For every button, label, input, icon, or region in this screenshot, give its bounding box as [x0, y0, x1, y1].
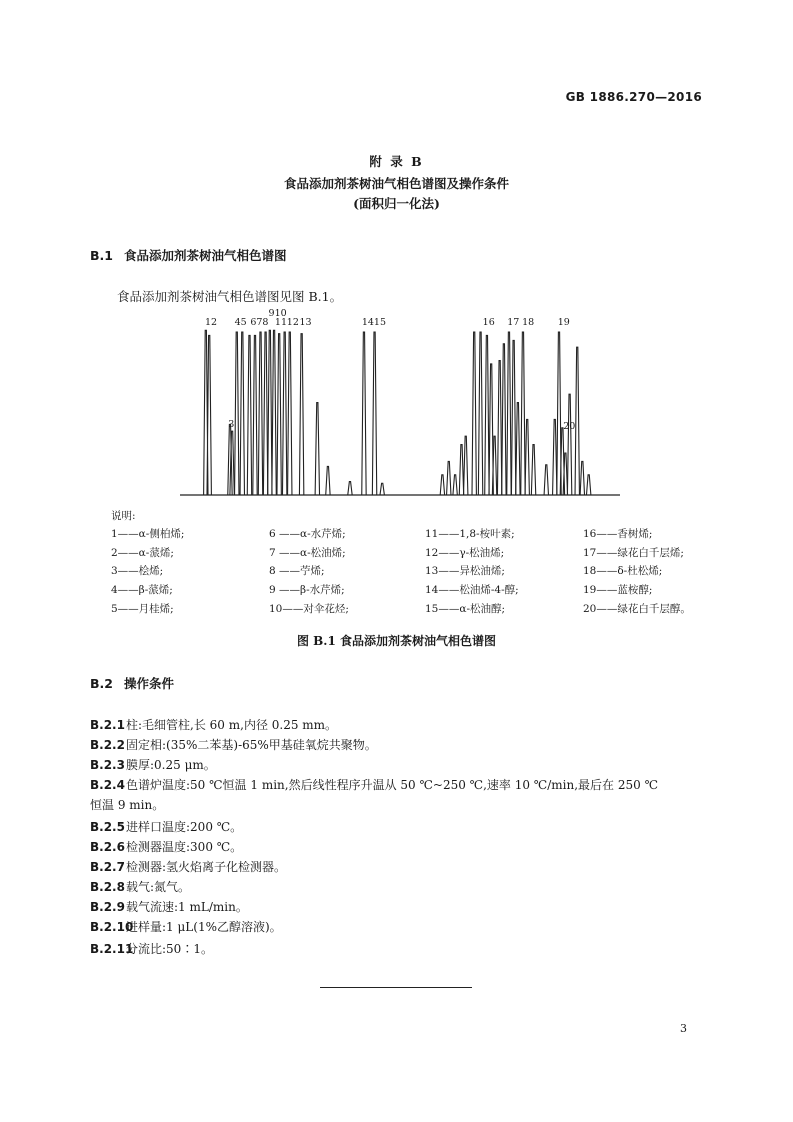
peak-label: 1415: [361, 317, 387, 328]
condition-text: 柱:毛细管柱,长 60 m,内径 0.25 mm。: [126, 718, 338, 732]
chromatogram-chart: [180, 305, 620, 500]
chromatogram-peak: [315, 403, 319, 495]
chromatogram-peak: [567, 394, 571, 495]
chromatogram-peak: [497, 361, 501, 495]
chromatogram-peak: [580, 461, 584, 495]
condition-item: [90, 776, 658, 793]
chromatogram-peak: [586, 475, 590, 495]
legend-item: 15——α-松油醇;: [425, 602, 506, 615]
condition-number: B.2.1: [90, 718, 125, 732]
condition-item: [90, 898, 248, 915]
condition-item: [90, 736, 377, 753]
condition-number: B.2.10: [90, 920, 134, 934]
chromatogram-peak: [326, 466, 330, 495]
condition-number: B.2.4: [90, 778, 125, 792]
peak-label: 678: [250, 317, 269, 328]
chromatogram-peak: [502, 344, 506, 495]
legend-item: 11——1,8-桉叶素;: [425, 528, 515, 540]
condition-number: B.2.11: [90, 942, 134, 956]
peak-label: 910: [268, 308, 287, 319]
chromatogram-peak: [553, 419, 557, 495]
legend-item: 10——对伞花烃;: [269, 602, 349, 615]
legend-item: 9 ——β-水芹烯;: [269, 584, 345, 597]
legend-column: [583, 525, 691, 619]
peak-label: 18: [522, 317, 535, 328]
chromatogram-peak: [282, 332, 286, 495]
section-number: B.2: [90, 676, 113, 691]
section-title: 操作条件: [124, 676, 175, 691]
chromatogram-peak: [272, 330, 276, 495]
legend-item: 7 ——α-松油烯;: [269, 546, 346, 559]
peak-label: 13: [299, 317, 312, 328]
chromatogram-peak: [464, 436, 468, 495]
chromatogram-peak: [511, 340, 515, 495]
chromatogram-peak: [516, 403, 520, 495]
condition-number: B.2.5: [90, 820, 125, 834]
chromatogram-peak: [507, 332, 511, 495]
legend-item: 4——β-蒎烯;: [111, 584, 173, 597]
section-b2-heading: [90, 674, 174, 692]
peak-label: 3: [228, 419, 235, 430]
condition-item: [90, 716, 337, 733]
section-title: 食品添加剂茶树油气相色谱图: [124, 248, 287, 263]
condition-number: B.2.8: [90, 880, 125, 894]
condition-item: [90, 818, 242, 835]
condition-text: 进样量:1 μL(1%乙醇溶液)。: [126, 920, 282, 934]
legend-column: [269, 525, 349, 619]
footer-divider: [320, 987, 472, 988]
condition-text: 检测器温度:300 ℃。: [126, 840, 243, 854]
legend-item: 16——香树烯;: [583, 528, 653, 540]
condition-text: 检测器:氢火焰离子化检测器。: [126, 860, 287, 874]
condition-item: [90, 918, 282, 935]
chromatogram-peak: [258, 332, 262, 495]
legend-item: 13——异松油烯;: [425, 565, 505, 578]
condition-item: [90, 838, 242, 855]
section-b1-heading: [90, 246, 287, 264]
page-number: 3: [680, 1022, 687, 1035]
legend-item: 1——α-侧柏烯;: [111, 528, 185, 540]
document-code: GB 1886.270—2016: [565, 90, 702, 104]
peak-label: 12: [204, 317, 218, 328]
legend-title: 说明:: [111, 510, 136, 522]
section-number: B.1: [90, 248, 113, 263]
condition-text: 分流比:50∶1。: [126, 942, 213, 956]
chromatogram-peak: [531, 445, 535, 495]
peak-label: 16: [482, 317, 495, 328]
legend-item: 20——绿花白千层醇。: [583, 602, 691, 615]
figure-caption: 图 B.1 食品添加剂茶树油气相色谱图: [296, 634, 497, 648]
chromatogram-peak: [485, 335, 489, 495]
legend-item: 14——松油烯-4-醇;: [425, 584, 519, 597]
appendix-title: 食品添加剂茶树油气相色谱图及操作条件: [283, 176, 509, 191]
condition-number: B.2.9: [90, 900, 125, 914]
chromatogram-peak: [240, 332, 244, 495]
chromatogram-peak: [453, 475, 457, 495]
peak-label: 11: [274, 317, 288, 328]
peak-label: 19: [557, 317, 570, 328]
chromatogram-peak: [447, 461, 451, 495]
chromatogram-peak: [299, 334, 303, 495]
condition-text: 色谱炉温度:50 ℃恒温 1 min,然后线性程序升温从 50 ℃~250 ℃,速率 10 ℃/min,最后在 250 ℃: [126, 778, 658, 792]
intro-paragraph: 食品添加剂茶树油气相色谱图见图 B.1。: [117, 289, 343, 304]
peak-label: 45: [234, 317, 247, 328]
legend-column: [111, 525, 184, 619]
condition-item-continued: [90, 796, 164, 813]
chromatogram-peak: [440, 475, 444, 495]
legend-item: 19——蓝桉醇;: [583, 584, 653, 597]
chromatogram-peak: [380, 483, 384, 495]
legend-item: 17——绿花白千层烯;: [583, 546, 684, 559]
chromatogram-peak: [478, 332, 482, 495]
chromatogram-peak: [348, 482, 352, 495]
chromatogram-peak: [459, 445, 463, 495]
chromatogram-peak: [247, 335, 251, 495]
condition-text: 恒温 9 min。: [90, 798, 165, 812]
condition-text: 膜厚:0.25 μm。: [126, 758, 216, 772]
chromatogram-peak: [544, 465, 548, 495]
chromatogram-peak: [263, 332, 267, 495]
chromatogram-peak: [288, 332, 292, 495]
peak-label: 20: [563, 421, 576, 432]
chromatogram-peak: [472, 332, 476, 495]
chromatogram-peak: [207, 335, 211, 495]
chromatogram-peak: [525, 419, 529, 495]
condition-text: 载气流速:1 mL/min。: [126, 900, 248, 914]
chromatogram-peak: [362, 332, 366, 495]
condition-text: 固定相:(35%二苯基)-65%甲基硅氧烷共聚物。: [126, 738, 377, 752]
condition-text: 进样口温度:200 ℃。: [126, 820, 243, 834]
condition-item: [90, 878, 190, 895]
legend-item: 2——α-蒎烯;: [111, 546, 174, 559]
legend-item: 18——δ-杜松烯;: [583, 565, 663, 578]
condition-number: B.2.2: [90, 738, 125, 752]
condition-number: B.2.6: [90, 840, 125, 854]
chromatogram-peak: [575, 347, 579, 495]
chromatogram-peak: [268, 330, 272, 495]
chromatogram-peak: [521, 332, 525, 495]
condition-number: B.2.7: [90, 860, 125, 874]
condition-number: B.2.3: [90, 758, 125, 772]
chromatogram-peak: [253, 335, 257, 495]
legend-item: 5——月桂烯;: [111, 602, 174, 615]
peak-label: 12: [286, 317, 299, 328]
chromatogram-peak: [235, 332, 239, 495]
condition-text: 载气:氮气。: [126, 880, 191, 894]
condition-item: [90, 756, 216, 773]
chromatogram-peak: [277, 334, 281, 495]
legend-item: 8 ——苧烯;: [269, 565, 325, 578]
appendix-subtitle: (面积归一化法): [353, 196, 440, 211]
legend-item: 6 ——α-水芹烯;: [269, 528, 346, 540]
legend-column: [425, 525, 519, 619]
peak-label: 17: [507, 317, 520, 328]
condition-item: [90, 940, 213, 957]
appendix-label: 附 录 B: [369, 154, 424, 169]
chromatogram-peak: [372, 332, 376, 495]
legend-item: 3——桧烯;: [111, 565, 164, 578]
legend-item: 12——γ-松油烯;: [425, 546, 505, 559]
condition-item: [90, 858, 286, 875]
